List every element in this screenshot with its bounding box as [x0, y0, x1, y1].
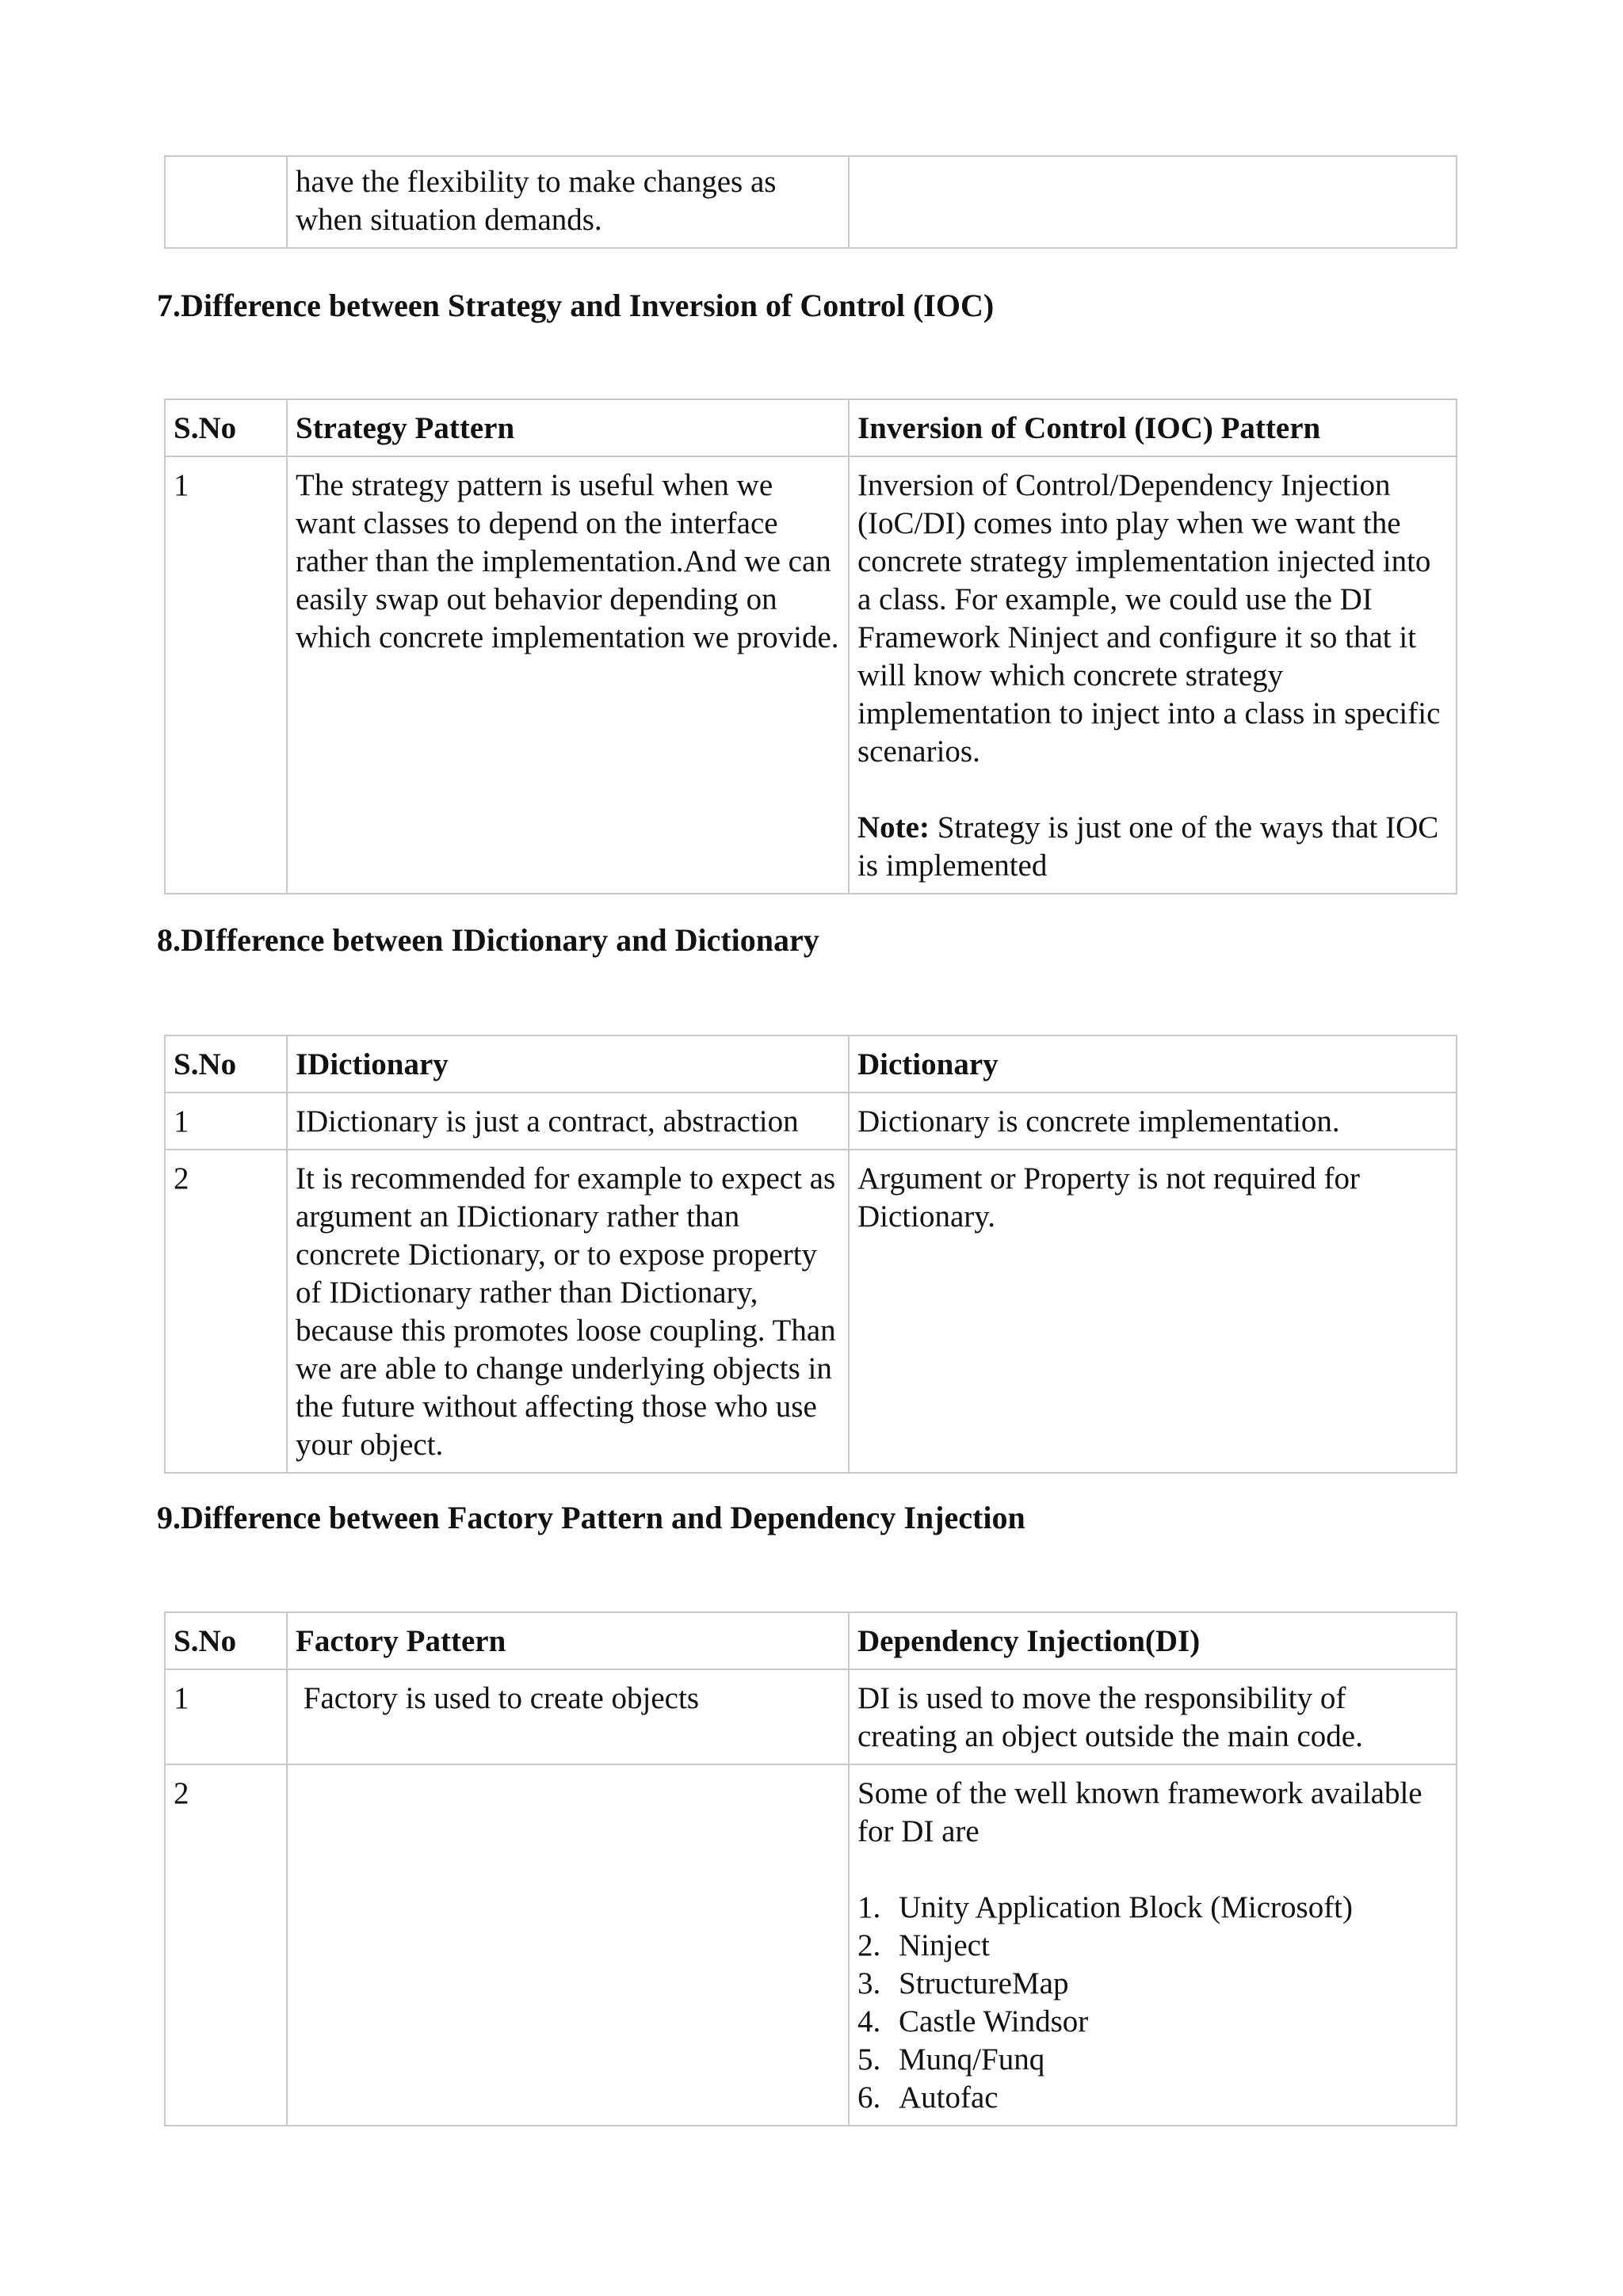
table-row	[165, 1669, 1457, 1764]
list-number: 6.	[857, 2081, 881, 2115]
table-cell-sno	[165, 156, 287, 248]
table-header-row	[165, 399, 1457, 456]
list-item	[857, 2041, 1448, 2079]
table-header-row	[165, 1612, 1457, 1669]
note	[857, 809, 1448, 885]
list-text: Ninject	[899, 1928, 990, 1962]
list-number: 3.	[857, 1966, 881, 2000]
list-text: Unity Application Block (Microsoft)	[899, 1890, 1354, 1924]
list-text: Munq/Funq	[899, 2042, 1045, 2077]
table-row	[165, 1150, 1457, 1473]
previous-table-fragment	[164, 155, 1457, 249]
list-item	[857, 2079, 1448, 2117]
note-text: Strategy is just one of the ways that IOC is implemented	[857, 810, 1439, 883]
column-header-di: Dependency Injection(DI)	[849, 1612, 1457, 1669]
table-cell: IDictionary is just a contract, abstraction	[287, 1093, 849, 1150]
table-cell: DI is used to move the responsibility of creating an object outside the main code.	[849, 1669, 1457, 1764]
list-text: StructureMap	[899, 1966, 1069, 2000]
framework-list	[857, 1889, 1448, 2117]
list-item	[857, 2003, 1448, 2041]
table-row	[165, 1093, 1457, 1150]
table-cell	[287, 1764, 849, 2126]
table-cell: Dictionary is concrete implementation.	[849, 1093, 1457, 1150]
cell-text: Some of the well known framework available for DI are	[857, 1776, 1423, 1848]
table-cell: It is recommended for example to expect as argument an IDictionary rather than concrete Dictionary, or to expose property of IDictionary rather than Dictionary, because this promotes loose coupling. Than we are able to change underlying objects in the future without affecting those who use your object.	[287, 1150, 849, 1473]
table-header-row	[165, 1035, 1457, 1093]
table-cell-sno: 1	[165, 1093, 287, 1150]
section-heading-7: 7.Difference between Strategy and Inversion of Control (IOC)	[157, 288, 995, 323]
table-cell	[849, 1764, 1457, 2126]
factory-vs-di-table	[164, 1611, 1457, 2126]
table-row	[165, 156, 1457, 248]
list-item	[857, 1927, 1448, 1965]
table-cell: The strategy pattern is useful when we want classes to depend on the interface rather than the implementation.And we can easily swap out behavior depending on which concrete implementation we provide.	[287, 456, 849, 894]
table-cell-sno: 2	[165, 1764, 287, 2126]
table-cell-sno: 1	[165, 456, 287, 894]
cell-text: Inversion of Control/Dependency Injection (IoC/DI) comes into play when we want the concrete strategy implementation injected into a class. For example, we could use the DI Framework Ninject and configure it so that it will know which concrete strategy implementation to inject into a class in specific scenarios.	[857, 468, 1441, 769]
list-number: 2.	[857, 1928, 881, 1962]
list-number: 4.	[857, 2004, 881, 2039]
table-cell-sno: 1	[165, 1669, 287, 1764]
strategy-vs-ioc-table	[164, 399, 1457, 894]
column-header-sno: S.No	[165, 399, 287, 456]
table-cell: Factory is used to create objects	[287, 1669, 849, 1764]
column-header-sno: S.No	[165, 1612, 287, 1669]
note-label: Note:	[857, 810, 930, 845]
column-header-ioc: Inversion of Control (IOC) Pattern	[849, 399, 1457, 456]
table-cell	[849, 156, 1457, 248]
list-text: Autofac	[899, 2081, 999, 2115]
table-row	[165, 456, 1457, 894]
section-heading-8: 8.DIfference between IDictionary and Dictionary	[157, 922, 819, 958]
column-header-factory: Factory Pattern	[287, 1612, 849, 1669]
list-number: 5.	[857, 2042, 881, 2077]
column-header-dictionary: Dictionary	[849, 1035, 1457, 1093]
table-cell: Argument or Property is not required for Dictionary.	[849, 1150, 1457, 1473]
table-cell-sno: 2	[165, 1150, 287, 1473]
idictionary-vs-dictionary-table	[164, 1035, 1457, 1474]
table-cell: have the flexibility to make changes as when situation demands.	[287, 156, 849, 248]
section-heading-9: 9.Difference between Factory Pattern and Dependency Injection	[157, 1500, 1025, 1535]
column-header-sno: S.No	[165, 1035, 287, 1093]
list-text: Castle Windsor	[899, 2004, 1089, 2039]
column-header-idictionary: IDictionary	[287, 1035, 849, 1093]
column-header-strategy: Strategy Pattern	[287, 399, 849, 456]
list-number: 1.	[857, 1890, 881, 1924]
table-row	[165, 1764, 1457, 2126]
table-cell	[849, 456, 1457, 894]
list-item	[857, 1889, 1448, 1927]
list-item	[857, 1965, 1448, 2003]
